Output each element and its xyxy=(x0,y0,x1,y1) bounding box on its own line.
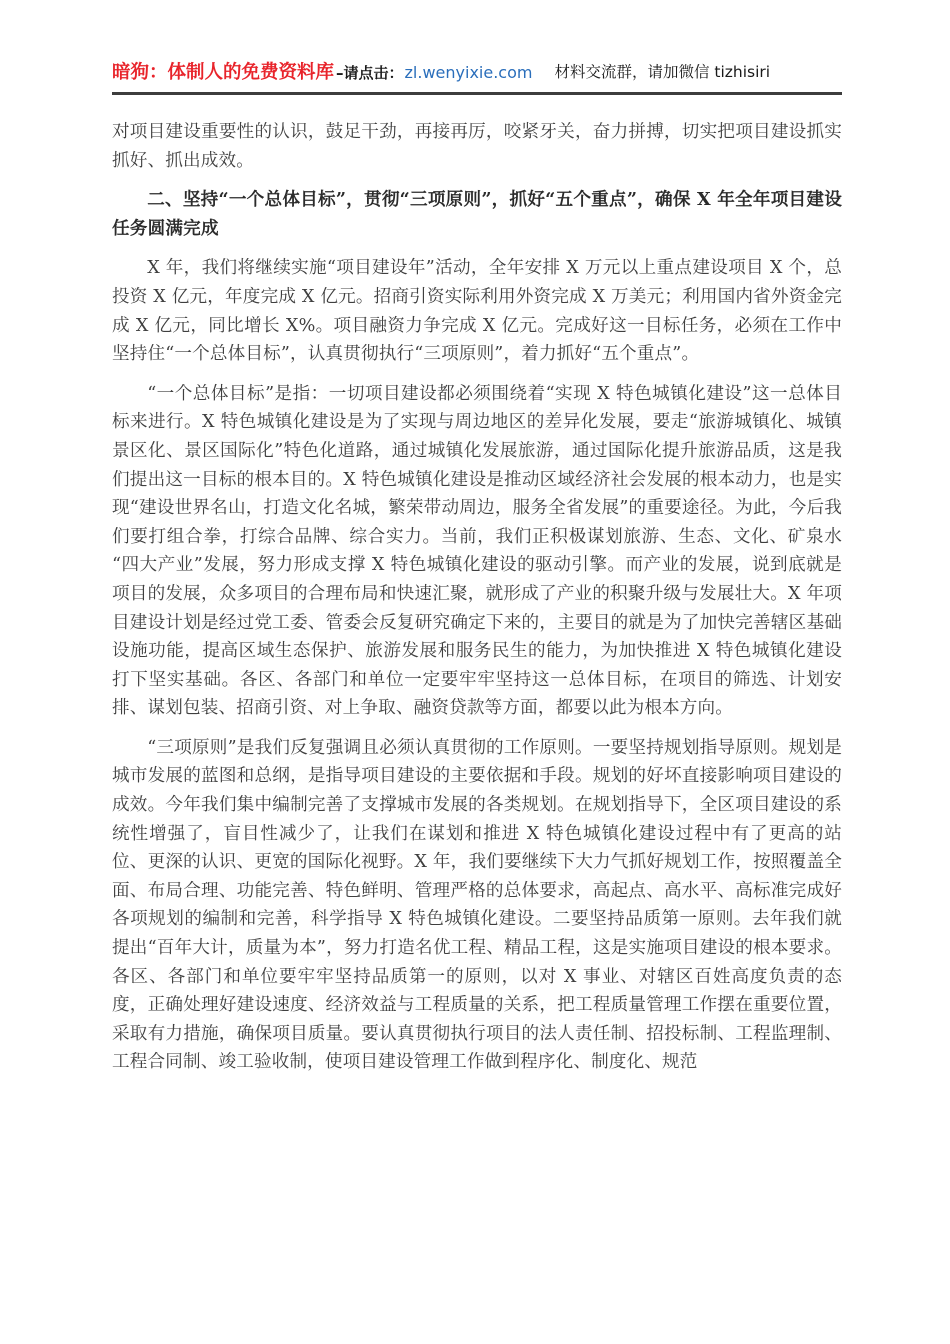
paragraph-spacer xyxy=(112,723,842,734)
paragraph-annual-targets: X 年，我们将继续实施“项目建设年”活动，全年安排 X 万元以上重点建设项目 X 个，总投资 X 亿元，年度完成 X 亿元。招商引资实际利用外资完成 X 万美元；利用国内省外资金完成 X 亿元，同比增长 X%。项目融资力争完成 X 亿元。完成好这一目标任务，必须在工作中坚持住“一个总体目标”，认真贯彻执行“三项原则”，着力抓好“五个重点”。 xyxy=(112,258,842,365)
header-divider-rule xyxy=(112,92,842,95)
promo-click-label: –请点击： xyxy=(336,63,404,82)
paragraph-continuation: 对项目建设重要性的认识，鼓足干劲，再接再厉，咬紧牙关，奋力拼搏，切实把项目建设抓实抓好、抓出成效。 xyxy=(112,122,842,171)
promo-brand-label: 暗狗：体制人的免费资料库 xyxy=(112,61,335,83)
paragraph-overall-goal: “一个总体目标”是指：一切项目建设都必须围绕着“实现 X 特色城镇化建设”这一总体目标来进行。X 特色城镇化建设是为了实现与周边地区的差异化发展，要走“旅游城镇化、城镇景区化、景区国际化”特色化道路，通过城镇化发展旅游，通过国际化提升旅游品质，这是我们提出这一目标的根本目的。X 特色城镇化建设是推动区域经济社会发展的根本动力，也是实现“建设世界名山，打造文化名城，繁荣带动周边，服务全省发展”的重要途径。为此，今后我们要打组合拳，打综合品牌、综合实力。当前，我们正积极谋划旅游、生态、文化、矿泉水“四大产业”发展，努力形成支撑 X 特色城镇化建设的驱动引擎。而产业的发展，说到底就是项目的发展，众多项目的合理布局和快速汇聚，就形成了产业的积聚升级与发展壮大。X 年项目建设计划是经过党工委、管委会反复研究确定下来的，主要目的就是为了加快完善辖区基础设施功能，提高区域生态保护、旅游发展和服务民生的能力，为加快推进 X 特色城镇化建设打下坚实基础。各区、各部门和单位一定要牢牢坚持这一总体目标，在项目的筛选、计划安排、谋划包装、招商引资、对上争取、融资贷款等方面，都要以此为根本方向。 xyxy=(112,383,842,719)
promo-wechat-label: 材料交流群，请加微信 tizhisiri xyxy=(554,63,771,82)
paragraph-spacer xyxy=(112,243,842,254)
paragraph-three-principles: “三项原则”是我们反复强调且必须认真贯彻的工作原则。一要坚持规划指导原则。规划是城市发展的蓝图和总纲，是指导项目建设的主要依据和手段。规划的好坏直接影响项目建设的成效。今年我们集中编制完善了支撑城市发展的各类规划。在规划指导下，全区项目建设的系统性增强了，盲目性减少了，让我们在谋划和推进 X 特色城镇化建设过程中有了更高的站位、更深的认识、更宽的国际化视野。X 年，我们要继续下大力气抓好规划工作，按照覆盖全面、布局合理、功能完善、特色鲜明、管理严格的总体要求，高起点、高水平、高标准完成好各项规划的编制和完善，科学指导 X 特色城镇化建设。二要坚持品质第一原则。去年我们就提出“百年大计，质量为本”，努力打造名优工程、精品工程，这是实施项目建设的根本要求。各区、各部门和单位要牢牢坚持品质第一的原则，以对 X 事业、对辖区百姓高度负责的态度，正确处理好建设速度、经济效益与工程质量的关系，把工程质量管理工作摆在重要位置，采取有力措施，确保项目质量。要认真贯彻执行项目的法人责任制、招投标制、工程监理制、工程合同制、竣工验收制，使项目建设管理工作做到程序化、制度化、规范 xyxy=(112,737,842,1073)
promo-header-banner xyxy=(112,56,840,90)
paragraph-spacer xyxy=(112,175,842,186)
document-text-body xyxy=(112,118,842,1077)
promo-website-link[interactable]: zl.wenyixie.com xyxy=(404,63,533,82)
section-heading-two: 二、坚持“一个总体目标”，贯彻“三项原则”，抓好“五个重点”，确保 X 年全年项目建设任务圆满完成 xyxy=(112,189,842,239)
paragraph-spacer xyxy=(112,369,842,380)
